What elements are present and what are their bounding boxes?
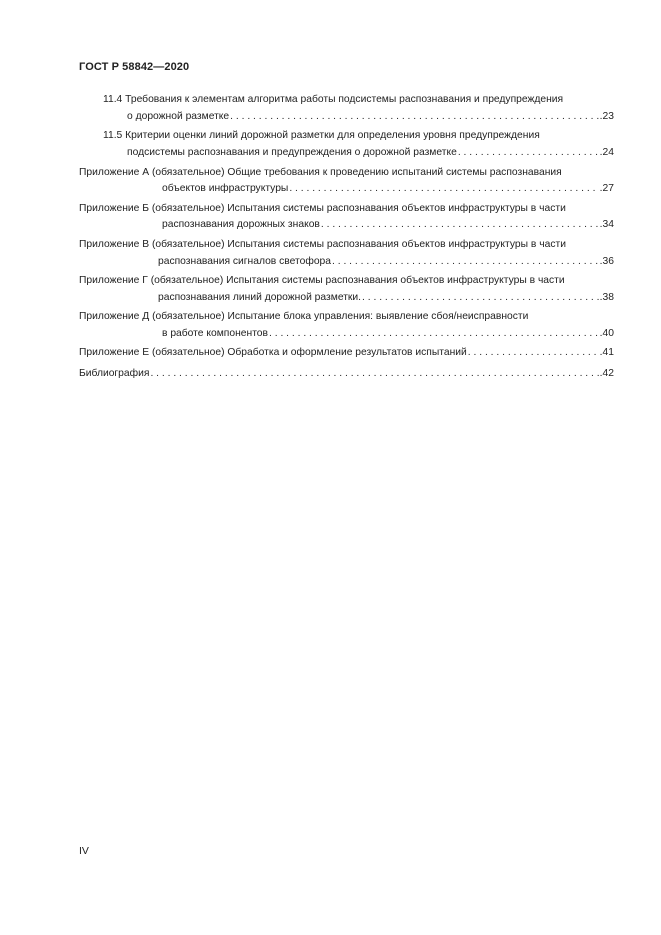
toc-entry-text: распознавания линий дорожной разметки.: [158, 292, 362, 303]
toc-annex-v-line2[interactable]: [158, 255, 614, 268]
toc-page-number: .24: [599, 147, 614, 158]
toc-annex-b-line1: Приложение Б (обязательное) Испытания системы распознавания объектов инфраструктуры в части: [79, 203, 566, 214]
toc-annex-d-line2[interactable]: [162, 327, 614, 340]
toc-entry-11-5-line1: 11.5 Критерии оценки линий дорожной разметки для определения уровня предупреждения: [103, 130, 540, 141]
toc-entry-text: подсистемы распознавания и предупреждения о дорожной разметке: [127, 147, 457, 158]
dot-leader: [321, 218, 599, 231]
toc-page-number: .23: [599, 111, 614, 122]
toc-annex-g-line2[interactable]: [158, 291, 614, 304]
dot-leader: [289, 182, 598, 195]
toc-page-number: .36: [599, 256, 614, 267]
dot-leader: [332, 255, 599, 268]
toc-entry-text: о дорожной разметке: [127, 111, 230, 122]
toc-annex-d-line1: Приложение Д (обязательное) Испытание блока управления: выявление сбоя/неисправности: [79, 311, 529, 322]
toc-annex-b-line2[interactable]: [162, 218, 614, 231]
toc-page-number: .34: [599, 219, 614, 230]
toc-page-number: .38: [599, 292, 614, 303]
toc-annex-v-line1: Приложение В (обязательное) Испытания системы распознавания объектов инфраструктуры в части: [79, 239, 566, 250]
toc-page-number: .27: [599, 183, 614, 194]
toc-entry-text: объектов инфраструктуры: [162, 183, 289, 194]
dot-leader: [458, 146, 599, 159]
toc-entry-text: Приложение Е (обязательное) Обработка и оформление результатов испытаний: [79, 347, 467, 358]
toc-annex-a-line2[interactable]: [162, 182, 614, 195]
toc-entry-text: распознавания сигналов светофора: [158, 256, 331, 267]
toc-page-number: .42: [599, 368, 614, 379]
toc-entry-text: Библиография: [79, 368, 150, 379]
toc-bibliography[interactable]: [79, 367, 614, 380]
toc-entry-text: в работе компонентов: [162, 328, 268, 339]
toc-annex-a-line1: Приложение А (обязательное) Общие требования к проведению испытаний системы распознавания: [79, 167, 562, 178]
toc-page-number: .41: [599, 347, 614, 358]
page-number-footer: IV: [79, 845, 89, 857]
dot-leader: [468, 346, 599, 359]
document-header: ГОСТ Р 58842—2020: [79, 61, 190, 73]
toc-entry-11-4-line2[interactable]: [127, 110, 614, 123]
toc-entry-11-4-line1: 11.4 Требования к элементам алгоритма работы подсистемы распознавания и предупреждения: [103, 94, 564, 105]
toc-entry-text: распознавания дорожных знаков: [162, 219, 320, 230]
dot-leader: [362, 291, 599, 304]
dot-leader: [269, 327, 599, 340]
toc-annex-e[interactable]: [79, 346, 614, 359]
toc-annex-g-line1: Приложение Г (обязательное) Испытания системы распознавания объектов инфраструктуры в части: [79, 275, 565, 286]
toc-page-number: .40: [599, 328, 614, 339]
dot-leader: [230, 110, 599, 123]
toc-entry-11-5-line2[interactable]: [127, 146, 614, 159]
dot-leader: [150, 367, 598, 380]
